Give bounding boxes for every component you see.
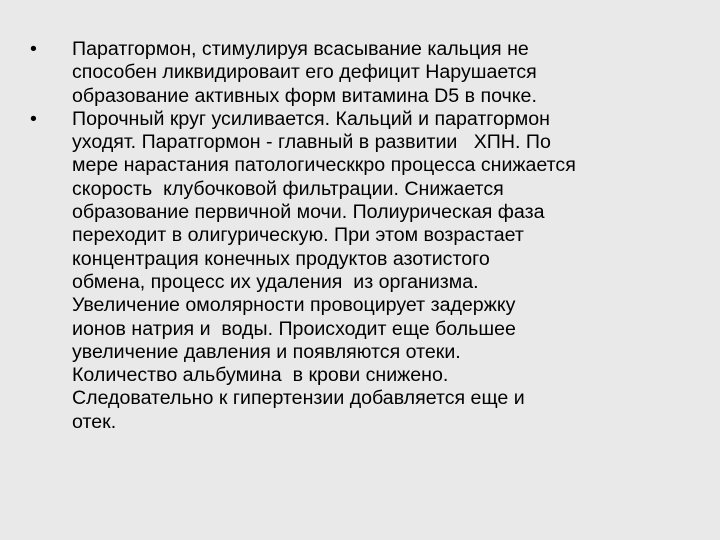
text-line: концентрация конечных продуктов азотистого (72, 247, 490, 270)
text-line: Увеличение омолярности провоцирует задержку (72, 294, 516, 317)
text-line: переходит в олигурическую. При этом возрастает (72, 224, 524, 247)
text-line: Порочный круг усиливается. Кальций и паратгормон (72, 107, 550, 130)
text-line: увеличение давления и появляются отеки. (72, 340, 461, 363)
text-line: уходят. Паратгормон - главный в развитии ХПН. По (72, 131, 551, 154)
bullet-marker: • (30, 107, 37, 130)
text-line: ионов натрия и воды. Происходит еще большее (72, 317, 516, 340)
text-line: скорость клубочковой фильтрации. Снижается (72, 177, 504, 200)
bullet-item-1 (30, 38, 710, 108)
text-line: обмена, процесс их удаления из организма. (72, 270, 479, 293)
bullet-marker: • (30, 38, 37, 60)
text-line: образование активных форм витамина D5 в почке. (72, 84, 537, 107)
text-line: Следовательно к гипертензии добавляется еще и (72, 387, 525, 410)
text-line: мере нарастания патологическкро процесса снижается (72, 154, 576, 177)
text-line: Количество альбумина в крови снижено. (72, 364, 449, 387)
bullet-item-2 (30, 108, 710, 434)
text-line: отек. (72, 410, 117, 433)
text-line: образование первичной мочи. Полиурическая фаза (72, 201, 545, 224)
bullet-list (30, 38, 710, 434)
text-line: Паратгормон, стимулируя всасывание кальция не (72, 38, 529, 60)
text-line: способен ликвидироваит его дефицит Нарушается (72, 61, 537, 84)
